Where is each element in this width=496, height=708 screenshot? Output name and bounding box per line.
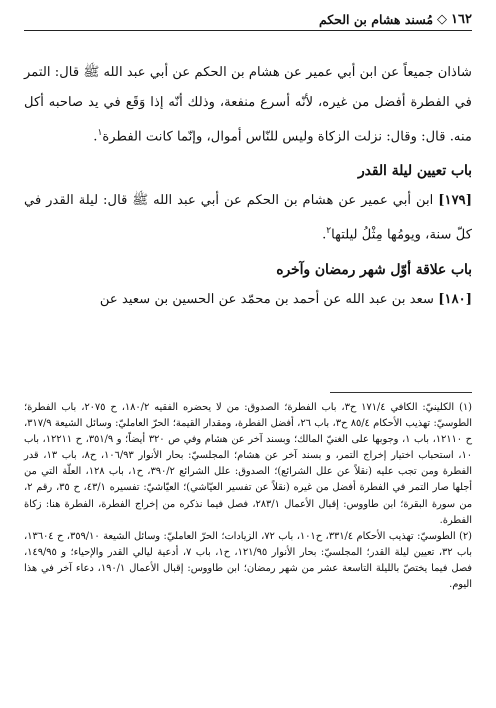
footnote-1: (١) الكلينيّ: الكافي ١٧١/٤ ح٣، باب الفطرة؛ الصدوق: من لا يحضره الفقيه ١٨٠/٢، ح ٢٠٧٥، باب الفطرة؛ الطوسيّ: تهذيب الأحكام ٨٥/٤ ح٣، باب ٢٦، أفضل الفطرة، ومقدار القيمة؛ الحرّ العامليّ: وسائل الشيعة ٣١٧/٩، ح ١٢١١٠، باب ١، وجوبها على الغنيّ المالك؛ وبسند آخر عن هشام وفي ص ٣٢٠ أيضاً؛ و ٣٥١/٩، ح ١٢٢١١، باب ١٠، استحباب اختيار إخراج التمر، و بسند آخر عن هشام؛ المجلسيّ: بحار الأنوار ١٠٦/٩٣، ح٨، باب ١٣، قدر الفطرة ومن تجب عليه (نقلاً عن علل الشرائع)؛ الصدوق: علل الشرائع ٣٩٠/٢، ح١، باب ١٢٨، العلّة التي من أجلها صار التمر في الفطرة أفضل من غيره (نقلاً عن تفسير العيّاشي)؛ العيّاشيّ: تفسيره ٤٣/١، ح ٣٥، رقم ٢، من سورة البقرة؛ ابن طاووس: إقبال الأعمال ٢٨٣/١، فصل فيما نذكره من إخراج الفطرة، الفطرة هنا: زكاة الفطرة. xyxy=(24,402,473,526)
page-header xyxy=(24,8,472,31)
paragraph-1: شاذان جميعاً عن ابن أبي عمير عن هشام بن الحكم عن أبي عبد الله ﷺ قال: التمر في الفطرة أفضل من غيره، لأنّه أسرع منفعة، وذلك أنّه إذا وَقَع في يد صاحبه أكل منه. قال: وقال: نزلت الزكاة وليس للنّاس أموال، وإنّما كانت الفطرة$^١$. xyxy=(24,65,472,145)
header-separator-icon: ◇ xyxy=(437,11,448,27)
hadith-number-180: [١٨٠] xyxy=(438,291,472,307)
hadith-179: [١٧٩] ابن أبي عمير عن هشام بن الحكم عن أبي عبد الله ﷺ قال: ليلة القدر في كلّ سنة، ويومُها مِثْلُ ليلتها$^٢$. xyxy=(24,193,472,243)
hadith-180 xyxy=(24,285,472,315)
section-heading-laylat-al-qadr: باب تعيين ليلة القدر xyxy=(357,163,472,180)
footnote-ref-2: ٢ xyxy=(326,226,332,237)
main-text xyxy=(24,58,472,315)
paragraph-1-text: شاذان جميعاً عن ابن أبي عمير عن هشام بن الحكم عن أبي عبد الله ﷺ قال: التمر في الفطرة أفضل من غيره، لأنّه أسرع منفعة، وذلك أنّه إذا وَقَع في يد صاحبه أكل منه. قال: وقال: نزلت الزكاة وليس للنّاس أموال، وإنّما كانت الفطرة xyxy=(24,65,472,145)
hadith-179-text: ابن أبي عمير عن هشام بن الحكم عن أبي عبد الله ﷺ قال: ليلة القدر في كلّ سنة، ويومُها مِثْلُ ليلتها xyxy=(24,193,472,243)
footnote-ref-1: ١ xyxy=(97,128,103,138)
running-title: مُسند هشام بن الحكم xyxy=(318,11,434,27)
hadith-number-179: [١٧٩] xyxy=(438,193,472,209)
section-heading-ramadan: باب علاقة أوّل شهر رمضان وآخره xyxy=(276,261,472,278)
footnote-2: (٢) الطوسيّ: تهذيب الأحكام ٣٣١/٤، ح١٠١، باب ٧٢، الزيادات؛ الحرّ العامليّ: وسائل الشيعة ٣٥٩/١٠، ح ١٣٦٠٤، باب ٣٢، تعيين ليلة القدر؛ المجلسيّ: بحار الأنوار ١٢١/٩٥، ح١، باب ٧، أدعية ليالي القدر والإحياء؛ و ١٤٩/٩٥، فصل فيما يختصّ بالليلة التاسعة عشر من شهر رمضان؛ ابن طاووس: إقبال الأعمال ١٩٠/١، دعاء آخر في هذا اليوم. xyxy=(24,530,472,591)
footnote-divider xyxy=(330,392,472,393)
page-number: ١٦٢ xyxy=(451,11,472,27)
footnotes xyxy=(24,400,472,593)
hadith-180-text: سعد بن عبد الله عن أحمد بن محمّد عن الحسين بن سعيد عن xyxy=(99,291,435,307)
